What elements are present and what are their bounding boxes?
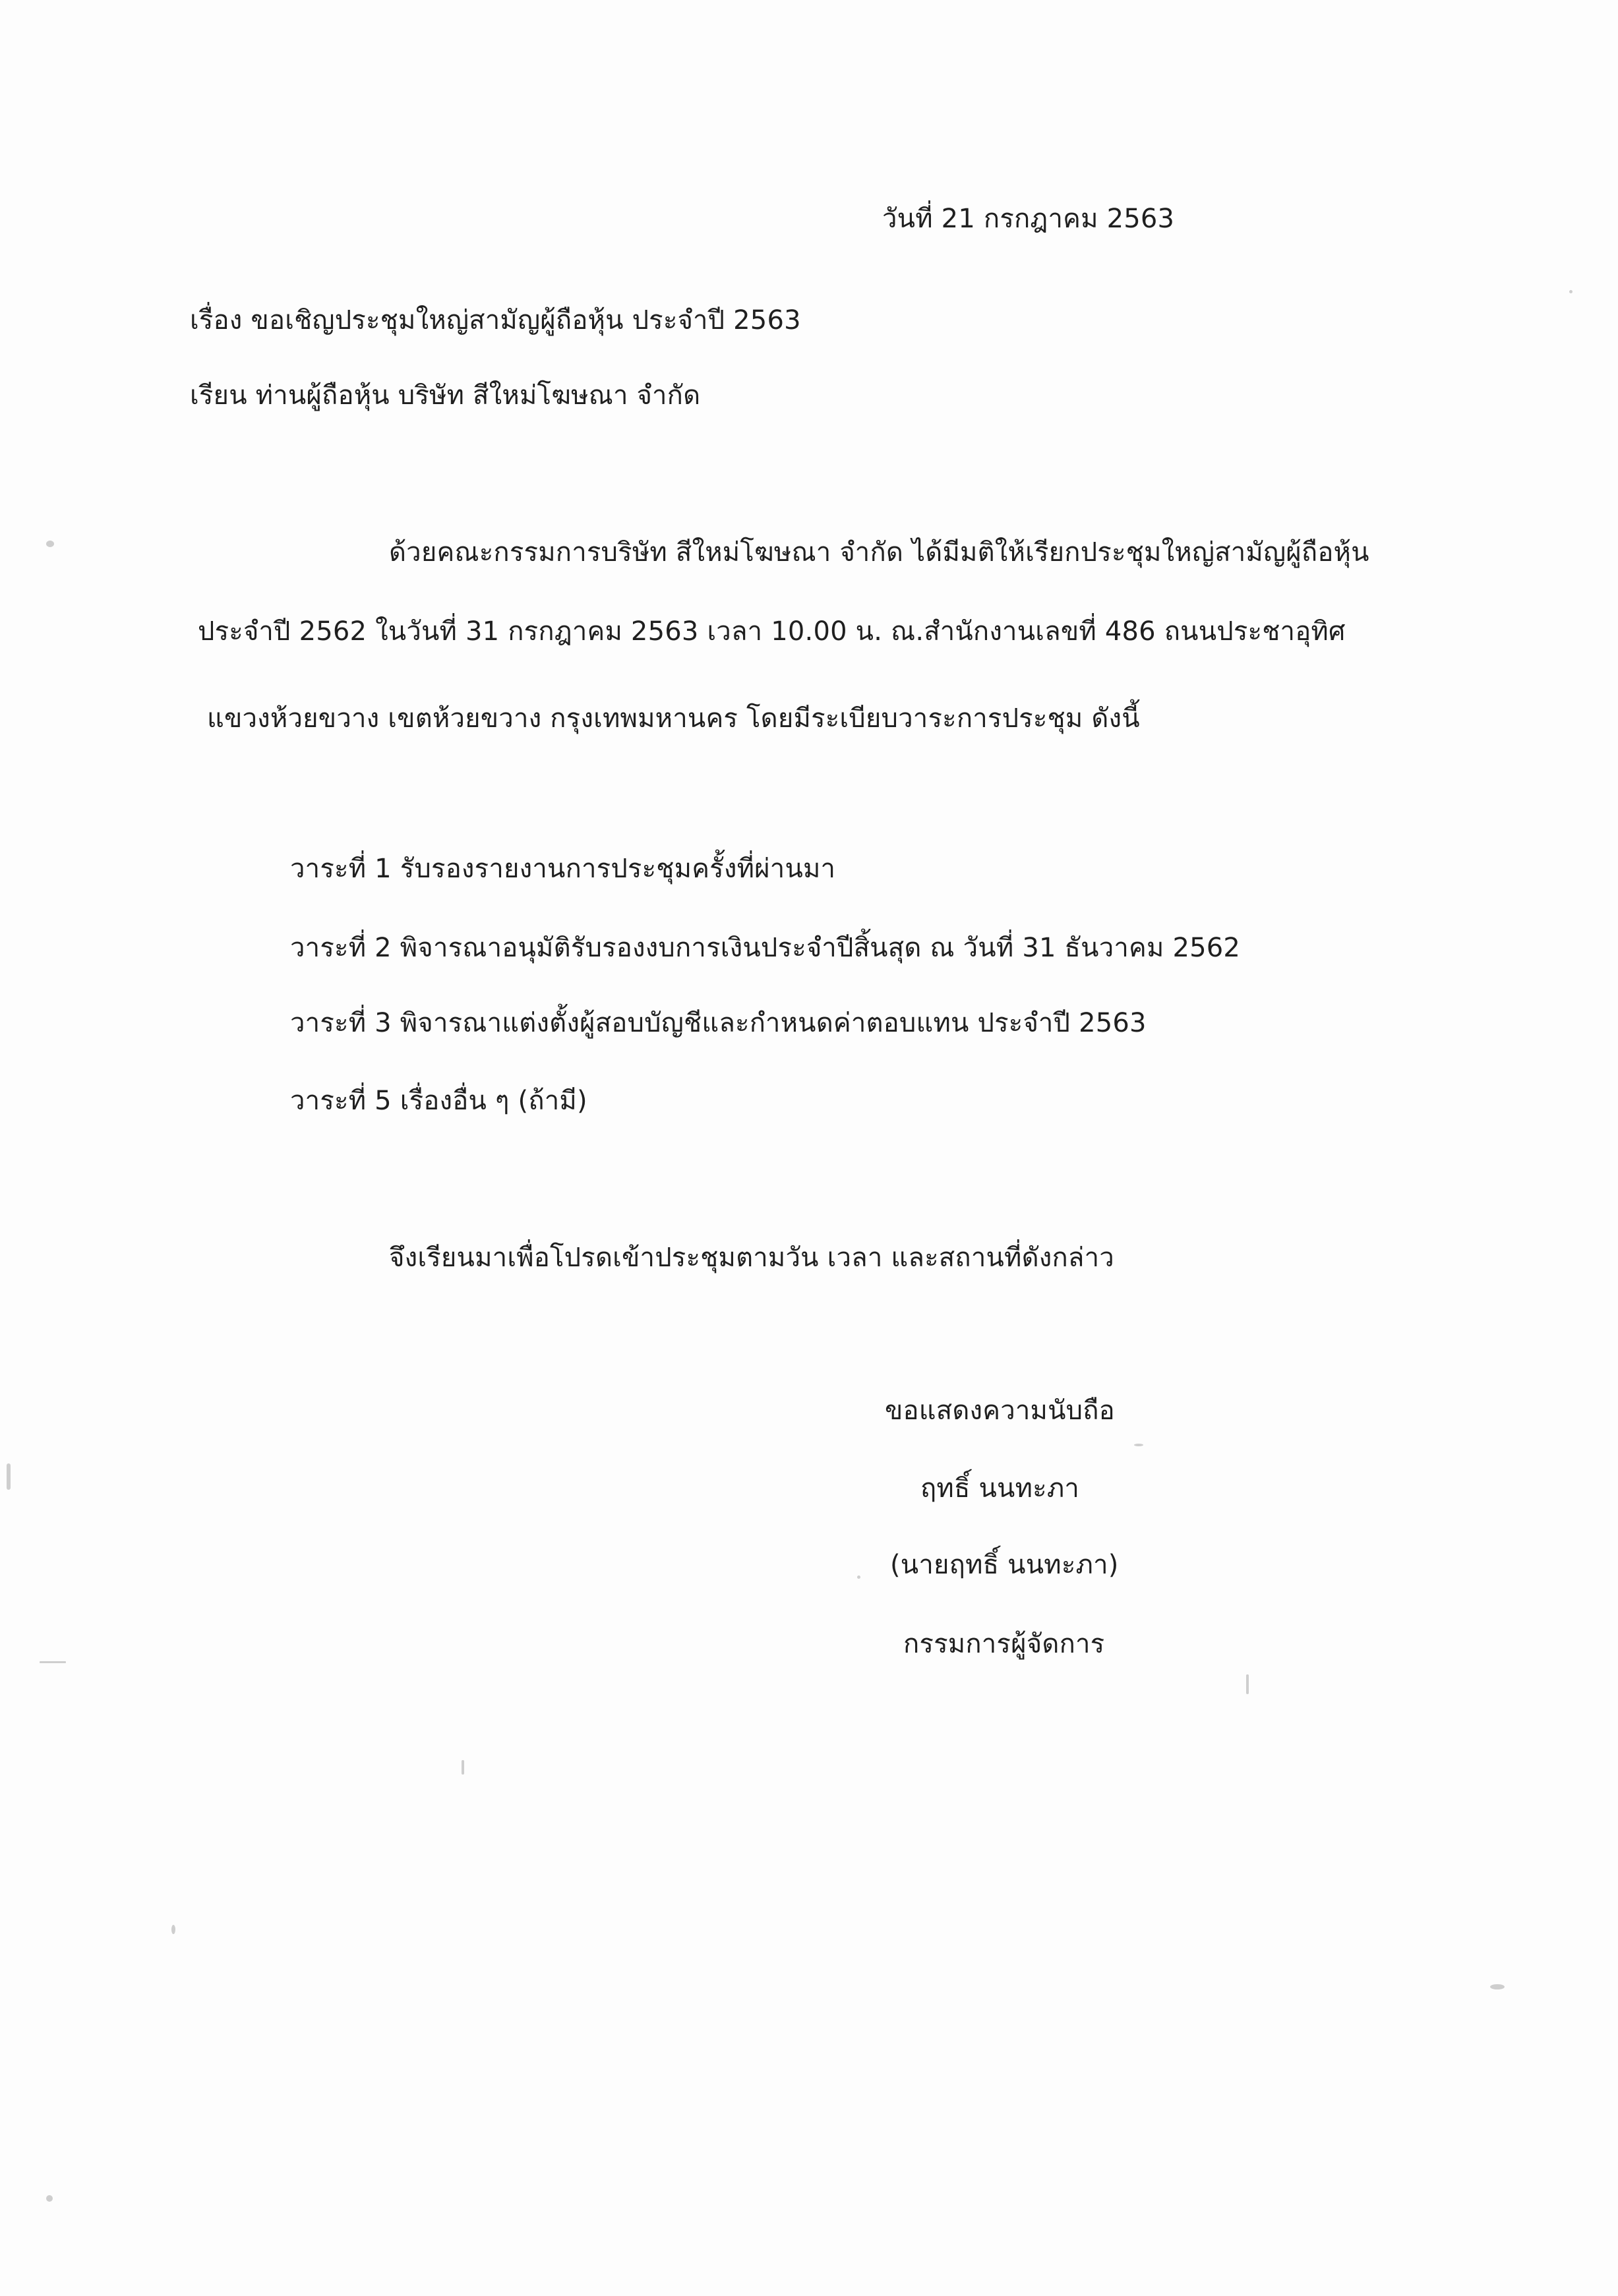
scan-speck [40,1661,66,1663]
scan-speck [1490,1984,1505,1989]
signature-name: ฤทธิ์ นนทะภา [920,1473,1080,1504]
signature-printed-name: (นายฤทธิ์ นนทะภา) [890,1550,1119,1580]
body-line: ด้วยคณะกรรมการบริษัท สีใหม่โฆษณา จำกัด ได้มีมติให้เรียกประชุมใหญ่สามัญผู้ถือหุ้น [389,537,1369,568]
agenda-item-3: วาระที่ 3 พิจารณาแต่งตั้งผู้สอบบัญชีและกำหนดค่าตอบแทน ประจำปี 2563 [290,1008,1147,1038]
closing-text: จึงเรียนมาเพื่อโปรดเข้าประชุมตามวัน เวลา และสถานที่ดังกล่าว [389,1243,1114,1273]
scan-speck [1134,1444,1143,1446]
scan-speck [46,541,54,547]
scan-speck [462,1760,464,1775]
agenda-item-5: วาระที่ 5 เรื่องอื่น ๆ (ถ้ามี) [290,1086,587,1116]
scan-speck [171,1925,175,1934]
signature-position: กรรมการผู้จัดการ [903,1629,1105,1659]
scan-speck [7,1463,11,1490]
letter-recipient: เรียน ท่านผู้ถือหุ้น บริษัท สีใหม่โฆษณา จำกัด [190,380,701,411]
body-line: ประจำปี 2562 ในวันที่ 31 กรกฎาคม 2563 เวลา 10.00 น. ณ.สำนักงานเลขที่ 486 ถนนประชาอุทิศ [198,616,1346,647]
scan-speck [857,1575,860,1579]
scan-speck [46,2195,53,2202]
scan-speck [1246,1674,1249,1694]
signature-salutation: ขอแสดงความนับถือ [885,1396,1115,1426]
letter-subject: เรื่อง ขอเชิญประชุมใหญ่สามัญผู้ถือหุ้น ประจำปี 2563 [190,305,801,336]
letter-date: วันที่ 21 กรกฎาคม 2563 [882,204,1175,234]
scan-speck [1569,290,1573,293]
body-line: แขวงห้วยขวาง เขตห้วยขวาง กรุงเทพมหานคร โดยมีระเบียบวาระการประชุม ดังนี้ [207,703,1140,734]
agenda-item-2: วาระที่ 2 พิจารณาอนุมัติรับรองงบการเงินประจำปีสิ้นสุด ณ วันที่ 31 ธันวาคม 2562 [290,933,1241,963]
agenda-item-1: วาระที่ 1 รับรองรายงานการประชุมครั้งที่ผ่านมา [290,854,836,884]
